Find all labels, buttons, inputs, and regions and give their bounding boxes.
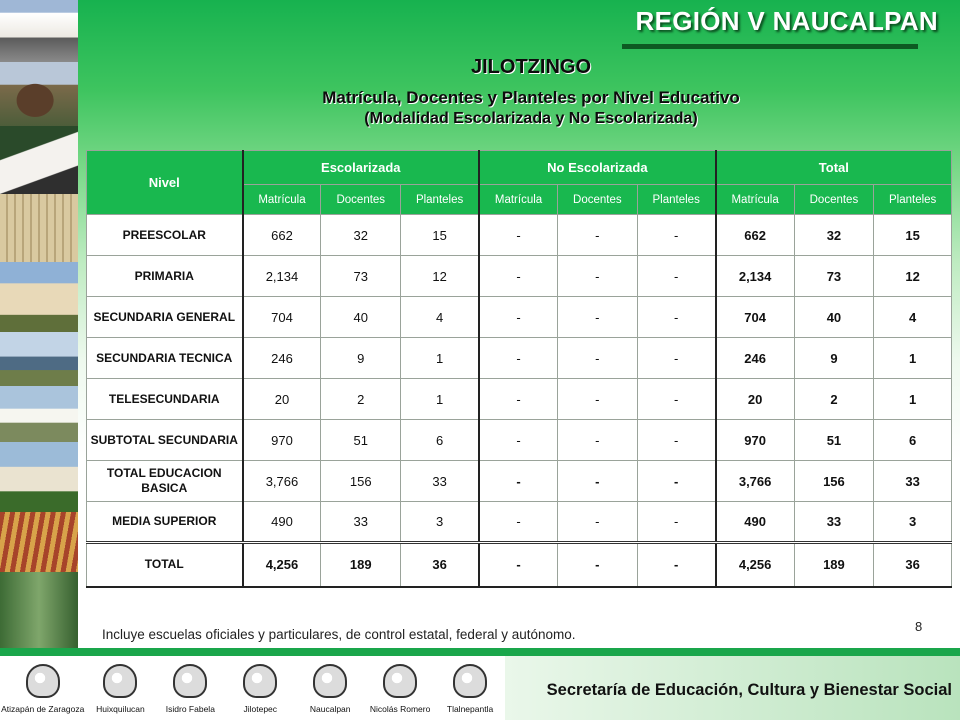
page-subtitle: (Modalidad Escolarizada y No Escolarizada) (364, 110, 698, 127)
cell-planteles: - (637, 543, 715, 587)
region-title-underline (622, 44, 918, 49)
subheader-docentes: Docentes (321, 185, 401, 215)
logo-atizapan (0, 660, 85, 720)
cell-matricula: - (479, 256, 557, 297)
cell-docentes: - (558, 379, 638, 420)
subheader-docentes: Docentes (558, 185, 638, 215)
cell-matricula: - (479, 420, 557, 461)
photo-lake (0, 332, 78, 386)
level-name-cell: MEDIA SUPERIOR (87, 502, 243, 543)
cell-planteles: - (637, 420, 715, 461)
table-row (87, 420, 952, 461)
cell-matricula: 4,256 (243, 543, 321, 587)
cell-matricula: 2,134 (243, 256, 321, 297)
cell-planteles: 6 (874, 420, 952, 461)
subheader-matricula: Matrícula (716, 185, 794, 215)
municipality-glyph-icon (26, 664, 60, 698)
level-name-cell: TOTAL (87, 543, 243, 587)
cell-docentes: - (558, 420, 638, 461)
level-name-cell: TOTAL EDUCACION BASICA (87, 461, 243, 502)
table-row (87, 379, 952, 420)
cell-docentes: 156 (794, 461, 874, 502)
footnote: Incluye escuelas oficiales y particulares, de control estatal, federal y autónomo. (102, 627, 576, 642)
cell-planteles: 12 (874, 256, 952, 297)
cell-docentes: - (558, 256, 638, 297)
level-name-cell: SUBTOTAL SECUNDARIA (87, 420, 243, 461)
cell-matricula: 970 (716, 420, 794, 461)
level-name-cell: PRIMARIA (87, 256, 243, 297)
cell-planteles: - (637, 256, 715, 297)
cell-matricula: 3,766 (243, 461, 321, 502)
cell-matricula: - (479, 461, 557, 502)
group-header-no-escolarizada: No Escolarizada (479, 151, 716, 185)
cell-planteles: 1 (874, 379, 952, 420)
logo-naucalpan (295, 660, 365, 720)
photo-municipal-building (0, 0, 78, 62)
cell-docentes: 33 (794, 502, 874, 543)
region-title: REGIÓN V NAUCALPAN (635, 6, 938, 36)
photo-church (0, 262, 78, 332)
cell-docentes: 189 (794, 543, 874, 587)
cell-matricula: - (479, 297, 557, 338)
cell-docentes: 73 (794, 256, 874, 297)
table-row (87, 338, 952, 379)
cell-docentes: 2 (794, 379, 874, 420)
municipality-logos (0, 660, 505, 720)
table-row (87, 502, 952, 543)
cell-planteles: 1 (401, 338, 479, 379)
table-row (87, 461, 952, 502)
subheader-docentes: Docentes (794, 185, 874, 215)
cell-matricula: 246 (716, 338, 794, 379)
cell-planteles: 33 (401, 461, 479, 502)
cell-planteles: 1 (401, 379, 479, 420)
cell-planteles: 3 (874, 502, 952, 543)
cell-matricula: - (479, 215, 557, 256)
cell-docentes: 32 (794, 215, 874, 256)
page-number: 8 (915, 619, 923, 634)
photo-church-garden (0, 442, 78, 512)
logo-label: Tlalnepantla (446, 704, 494, 714)
logo-label: Huixquilucan (96, 704, 145, 714)
cell-planteles: 4 (401, 297, 479, 338)
photo-monument (0, 126, 78, 194)
level-name-cell: PREESCOLAR (87, 215, 243, 256)
cell-planteles: - (637, 338, 715, 379)
cell-matricula: 2,134 (716, 256, 794, 297)
secretaria-label: Secretaría de Educación, Cultura y Bienestar Social (546, 681, 952, 699)
table-row (87, 543, 952, 587)
subheader-planteles: Planteles (874, 185, 952, 215)
cell-matricula: 490 (716, 502, 794, 543)
municipality-title: JILOTZINGO (471, 56, 591, 78)
nivel-header: Nivel (87, 151, 243, 215)
cell-matricula: - (479, 543, 557, 587)
table-row (87, 215, 952, 256)
cell-planteles: 3 (401, 502, 479, 543)
cell-docentes: 51 (794, 420, 874, 461)
logo-label: Naucalpan (309, 704, 351, 714)
municipality-glyph-icon (103, 664, 137, 698)
municipality-glyph-icon (173, 664, 207, 698)
cell-planteles: 15 (874, 215, 952, 256)
enrollment-table (86, 150, 952, 588)
cell-matricula: 662 (716, 215, 794, 256)
cell-docentes: - (558, 215, 638, 256)
logo-label: Jilotepec (243, 704, 278, 714)
cell-matricula: - (479, 379, 557, 420)
table-row (87, 297, 952, 338)
cell-docentes: 32 (321, 215, 401, 256)
footer-rule (0, 648, 960, 656)
municipality-glyph-icon (453, 664, 487, 698)
photo-crafts (0, 512, 78, 572)
level-name-cell: TELESECUNDARIA (87, 379, 243, 420)
level-name-cell: SECUNDARIA TECNICA (87, 338, 243, 379)
subheader-matricula: Matrícula (479, 185, 557, 215)
level-name-cell: SECUNDARIA GENERAL (87, 297, 243, 338)
cell-matricula: 20 (716, 379, 794, 420)
cell-matricula: 246 (243, 338, 321, 379)
cell-planteles: - (637, 502, 715, 543)
municipality-glyph-icon (383, 664, 417, 698)
cell-docentes: 189 (321, 543, 401, 587)
cell-planteles: - (637, 461, 715, 502)
cell-docentes: 73 (321, 256, 401, 297)
cell-planteles: 36 (401, 543, 479, 587)
logo-jilotepec (225, 660, 295, 720)
logo-tlalnepantla (435, 660, 505, 720)
cell-docentes: - (558, 461, 638, 502)
cell-docentes: 9 (321, 338, 401, 379)
cell-planteles: 12 (401, 256, 479, 297)
cell-planteles: 6 (401, 420, 479, 461)
cell-planteles: - (637, 215, 715, 256)
logo-nicolas-romero (365, 660, 435, 720)
cell-matricula: 3,766 (716, 461, 794, 502)
cell-docentes: 33 (321, 502, 401, 543)
cell-docentes: 2 (321, 379, 401, 420)
logo-label: Nicolás Romero (369, 704, 431, 714)
cell-matricula: - (479, 502, 557, 543)
logo-label: Isidro Fabela (165, 704, 215, 714)
cell-matricula: 704 (243, 297, 321, 338)
subheader-planteles: Planteles (637, 185, 715, 215)
cell-docentes: - (558, 502, 638, 543)
logo-isidro-fabela (155, 660, 225, 720)
cell-matricula: 970 (243, 420, 321, 461)
cell-matricula: 4,256 (716, 543, 794, 587)
photo-buildings (0, 386, 78, 442)
cell-matricula: 20 (243, 379, 321, 420)
municipality-glyph-icon (313, 664, 347, 698)
cell-planteles: 1 (874, 338, 952, 379)
logo-huixquilucan (85, 660, 155, 720)
cell-planteles: 33 (874, 461, 952, 502)
cell-matricula: 490 (243, 502, 321, 543)
photo-plaza-arcade (0, 194, 78, 262)
subheader-matricula: Matrícula (243, 185, 321, 215)
cell-docentes: 9 (794, 338, 874, 379)
cell-planteles: - (637, 297, 715, 338)
subheader-planteles: Planteles (401, 185, 479, 215)
logo-label: Atizapán de Zaragoza (1, 704, 85, 714)
group-header-escolarizada: Escolarizada (243, 151, 480, 185)
cell-docentes: - (558, 297, 638, 338)
cell-docentes: 51 (321, 420, 401, 461)
cell-matricula: 704 (716, 297, 794, 338)
cell-matricula: - (479, 338, 557, 379)
cell-matricula: 662 (243, 215, 321, 256)
cell-planteles: 36 (874, 543, 952, 587)
group-header-total: Total (716, 151, 952, 185)
table-row (87, 256, 952, 297)
photo-forest-path (0, 572, 78, 655)
cell-docentes: 40 (321, 297, 401, 338)
cell-planteles: 4 (874, 297, 952, 338)
cell-planteles: 15 (401, 215, 479, 256)
cell-docentes: 156 (321, 461, 401, 502)
cell-docentes: 40 (794, 297, 874, 338)
cell-docentes: - (558, 338, 638, 379)
cell-docentes: - (558, 543, 638, 587)
page-title: Matrícula, Docentes y Planteles por Nivel Educativo (322, 88, 740, 107)
municipality-glyph-icon (243, 664, 277, 698)
cell-planteles: - (637, 379, 715, 420)
